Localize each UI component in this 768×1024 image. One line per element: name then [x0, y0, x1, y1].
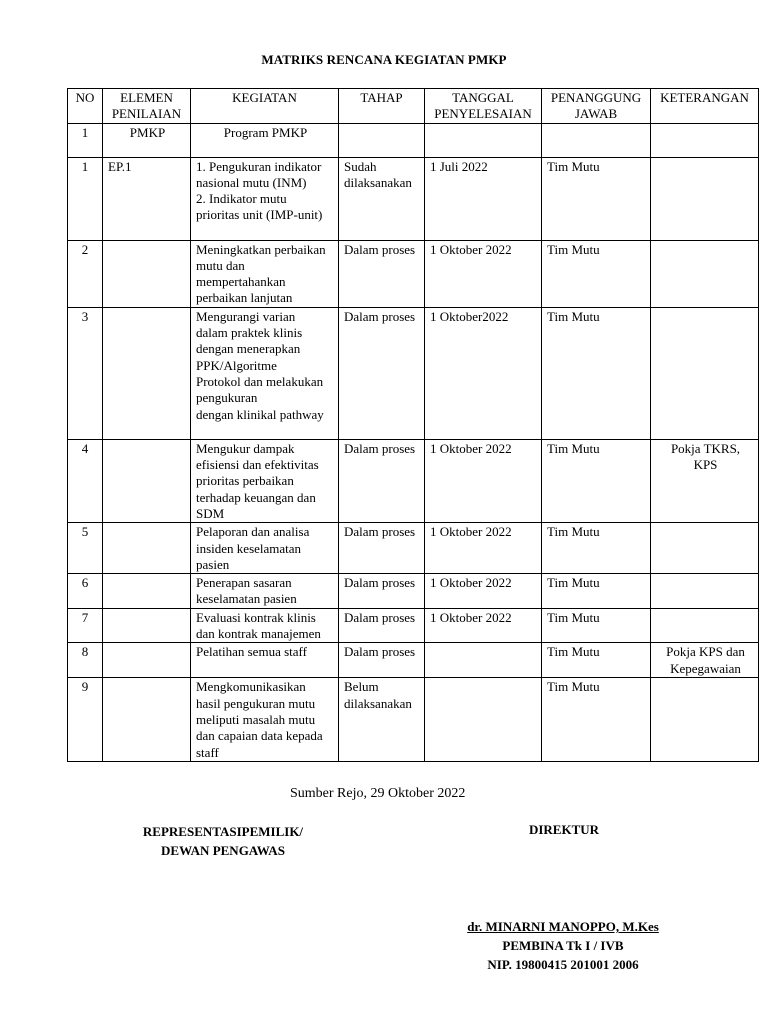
- cell-kegiatan: [191, 608, 339, 643]
- cell-penanggung-jawab: Tim Mutu: [542, 439, 651, 522]
- cell-tahap: [339, 123, 425, 157]
- signer-nip: NIP. 19800415 201001 2006: [487, 957, 639, 972]
- cell-keterangan: [651, 643, 759, 678]
- cell-elemen-penilaian: [103, 574, 191, 609]
- cell-keterangan-line: KPS: [693, 457, 718, 473]
- cell-elemen-penilaian: [103, 240, 191, 307]
- signature-block-director: [430, 917, 696, 974]
- cell-kegiatan: [191, 123, 339, 157]
- cell-kegiatan: [191, 523, 339, 574]
- cell-keterangan: [651, 240, 759, 307]
- cell-tahap: [339, 643, 425, 678]
- owner-title-line1: REPRESENTASIPEMILIK/: [142, 824, 304, 839]
- cell-kegiatan-line: dan capaian data kepada: [196, 728, 323, 744]
- cell-penanggung-jawab: Tim Mutu: [542, 157, 651, 240]
- cell-elemen-penilaian: [103, 608, 191, 643]
- header-tanggal-line1: TANGGAL: [452, 90, 514, 105]
- cell-kegiatan-line: Meningkatkan perbaikan: [196, 241, 326, 257]
- cell-elemen-penilaian: [103, 523, 191, 574]
- table-row: [68, 439, 759, 522]
- cell-tanggal-penyelesaian: 1 Juli 2022: [425, 157, 542, 240]
- cell-penanggung-jawab: Tim Mutu: [542, 608, 651, 643]
- cell-penanggung-jawab: Tim Mutu: [542, 678, 651, 761]
- cell-tanggal-penyelesaian: 1 Oktober 2022: [425, 574, 542, 609]
- cell-tahap-line: Dalam proses: [344, 609, 416, 625]
- cell-keterangan: [651, 608, 759, 643]
- signer-name: dr. MINARNI MANOPPO, M.Kes: [467, 919, 659, 934]
- header-no: NO: [68, 89, 103, 124]
- cell-tahap-line: dilaksanakan: [344, 695, 412, 711]
- cell-elemen-penilaian: [103, 439, 191, 522]
- cell-tahap-line: Sudah: [344, 158, 377, 174]
- header-pj-line1: PENANGGUNG: [550, 90, 642, 105]
- cell-tahap-line: Dalam proses: [344, 524, 416, 540]
- cell-kegiatan: [191, 678, 339, 761]
- header-elemen-line1: ELEMEN: [120, 90, 173, 105]
- header-tanggal-line2: PENYELESAIAN: [434, 106, 532, 122]
- cell-penanggung-jawab: Tim Mutu: [542, 240, 651, 307]
- cell-tahap: [339, 608, 425, 643]
- cell-no: 6: [68, 574, 103, 609]
- cell-kegiatan-line: pasien: [196, 556, 230, 572]
- cell-tahap: [339, 240, 425, 307]
- cell-kegiatan-line: prioritas unit (IMP-unit): [196, 207, 323, 223]
- table-row: [68, 240, 759, 307]
- cell-no: 5: [68, 523, 103, 574]
- cell-tanggal-penyelesaian: 1 Oktober2022: [425, 307, 542, 439]
- owner-title-line2: DEWAN PENGAWAS: [161, 843, 285, 858]
- cell-kegiatan-line: Pelaporan dan analisa: [196, 524, 310, 540]
- cell-no: 1: [68, 123, 103, 157]
- cell-no: 9: [68, 678, 103, 761]
- signature-block-owner: [70, 822, 376, 860]
- activity-matrix-table: [67, 88, 759, 762]
- cell-kegiatan: [191, 439, 339, 522]
- cell-no: 1: [68, 157, 103, 240]
- cell-kegiatan: [191, 643, 339, 678]
- table-row: [68, 574, 759, 609]
- cell-keterangan: [651, 123, 759, 157]
- cell-kegiatan-line: Mengkomunikasikan: [196, 679, 306, 695]
- cell-kegiatan-line: dengan klinikal pathway: [196, 406, 324, 422]
- cell-keterangan-line: Kepegawaian: [670, 660, 741, 676]
- cell-tahap: [339, 157, 425, 240]
- place-and-date: Sumber Rejo, 29 Oktober 2022: [290, 786, 466, 801]
- document-title: MATRIKS RENCANA KEGIATAN PMKP: [261, 52, 507, 67]
- cell-kegiatan-line: keselamatan pasien: [196, 591, 297, 607]
- cell-tanggal-penyelesaian: [425, 123, 542, 157]
- cell-kegiatan-line: terhadap keuangan dan: [196, 489, 316, 505]
- cell-tahap-line: Belum: [344, 679, 379, 695]
- cell-tahap-line: Dalam proses: [344, 241, 416, 257]
- cell-keterangan: [651, 523, 759, 574]
- cell-kegiatan-line: mutu dan: [196, 257, 245, 273]
- cell-kegiatan-line: SDM: [196, 505, 225, 521]
- cell-elemen-penilaian: [103, 678, 191, 761]
- cell-keterangan: [651, 574, 759, 609]
- table-row: [68, 608, 759, 643]
- cell-penanggung-jawab: Tim Mutu: [542, 574, 651, 609]
- cell-keterangan: [651, 439, 759, 522]
- cell-keterangan-line: Pokja KPS dan: [666, 644, 745, 660]
- cell-penanggung-jawab: Tim Mutu: [542, 643, 651, 678]
- cell-kegiatan-line: PPK/Algoritme: [196, 357, 277, 373]
- cell-tahap-line: Dalam proses: [344, 308, 416, 324]
- cell-tahap: [339, 307, 425, 439]
- header-penanggung-jawab: [542, 89, 651, 124]
- header-tahap: TAHAP: [339, 89, 425, 124]
- cell-kegiatan: [191, 307, 339, 439]
- cell-kegiatan: [191, 574, 339, 609]
- table-row: [68, 157, 759, 240]
- cell-tanggal-penyelesaian: 1 Oktober 2022: [425, 439, 542, 522]
- table-row: [68, 523, 759, 574]
- cell-kegiatan-line: Mengukur dampak: [196, 440, 295, 456]
- header-pj-line2: JAWAB: [574, 106, 618, 122]
- cell-kegiatan-line: prioritas perbaikan: [196, 473, 294, 489]
- cell-kegiatan-line: Program PMKP: [223, 124, 308, 140]
- cell-kegiatan-line: nasional mutu (INM): [196, 174, 307, 190]
- header-tanggal-penyelesaian: [425, 89, 542, 124]
- cell-keterangan: [651, 307, 759, 439]
- cell-kegiatan-line: dengan menerapkan: [196, 341, 301, 357]
- table-row: [68, 643, 759, 678]
- cell-tahap-line: Dalam proses: [344, 644, 416, 660]
- cell-kegiatan-line: pengukuran: [196, 390, 258, 406]
- cell-no: 3: [68, 307, 103, 439]
- header-elemen-penilaian: [103, 89, 191, 124]
- cell-kegiatan: [191, 240, 339, 307]
- cell-elemen-penilaian: EP.1: [103, 157, 191, 240]
- cell-penanggung-jawab: Tim Mutu: [542, 307, 651, 439]
- cell-tahap: [339, 439, 425, 522]
- header-elemen-line2: PENILAIAN: [111, 106, 182, 122]
- cell-tahap: [339, 574, 425, 609]
- cell-kegiatan-line: staff: [196, 744, 219, 760]
- cell-kegiatan-line: perbaikan lanjutan: [196, 290, 293, 306]
- cell-kegiatan-line: meliputi masalah mutu: [196, 711, 316, 727]
- cell-kegiatan-line: dalam praktek klinis: [196, 325, 303, 341]
- cell-keterangan: [651, 157, 759, 240]
- cell-elemen-penilaian: [103, 643, 191, 678]
- cell-tanggal-penyelesaian: 1 Oktober 2022: [425, 240, 542, 307]
- cell-kegiatan-line: insiden keselamatan: [196, 540, 302, 556]
- cell-no: 4: [68, 439, 103, 522]
- cell-tahap-line: dilaksanakan: [344, 174, 412, 190]
- table-row: [68, 307, 759, 439]
- cell-kegiatan-line: Pelatihan semua staff: [196, 644, 307, 660]
- cell-keterangan-line: Pokja TKRS,: [670, 440, 741, 456]
- cell-elemen-penilaian: PMKP: [103, 123, 191, 157]
- cell-no: 8: [68, 643, 103, 678]
- cell-kegiatan-line: dan kontrak manajemen: [196, 626, 321, 642]
- cell-kegiatan-line: Penerapan sasaran: [196, 575, 292, 591]
- cell-kegiatan-line: Evaluasi kontrak klinis: [196, 609, 316, 625]
- cell-tanggal-penyelesaian: 1 Oktober 2022: [425, 523, 542, 574]
- cell-kegiatan-line: 1. Pengukuran indikator: [196, 158, 322, 174]
- cell-kegiatan-line: hasil pengukuran mutu: [196, 695, 316, 711]
- cell-elemen-penilaian: [103, 307, 191, 439]
- cell-tanggal-penyelesaian: [425, 643, 542, 678]
- cell-penanggung-jawab: [542, 123, 651, 157]
- director-title: DIREKTUR: [528, 822, 600, 837]
- signer-rank: PEMBINA Tk I / IVB: [502, 938, 624, 953]
- cell-kegiatan-line: efisiensi dan efektivitas: [196, 457, 319, 473]
- cell-tahap-line: Dalam proses: [344, 575, 416, 591]
- cell-tahap-line: Dalam proses: [344, 440, 416, 456]
- header-kegiatan: KEGIATAN: [191, 89, 339, 124]
- cell-kegiatan-line: Protokol dan melakukan: [196, 373, 324, 389]
- cell-no: 7: [68, 608, 103, 643]
- cell-keterangan: [651, 678, 759, 761]
- cell-tahap: [339, 678, 425, 761]
- cell-penanggung-jawab: Tim Mutu: [542, 523, 651, 574]
- cell-tahap: [339, 523, 425, 574]
- table-body: [68, 123, 759, 761]
- table-row: [68, 123, 759, 157]
- cell-kegiatan: [191, 157, 339, 240]
- cell-kegiatan-line: mempertahankan: [196, 274, 286, 290]
- table-header-row: [68, 89, 759, 124]
- cell-no: 2: [68, 240, 103, 307]
- header-keterangan: KETERANGAN: [651, 89, 759, 124]
- cell-tanggal-penyelesaian: [425, 678, 542, 761]
- cell-kegiatan-line: Mengurangi varian: [196, 308, 296, 324]
- table-row: [68, 678, 759, 761]
- cell-tanggal-penyelesaian: 1 Oktober 2022: [425, 608, 542, 643]
- cell-kegiatan-line: 2. Indikator mutu: [196, 191, 287, 207]
